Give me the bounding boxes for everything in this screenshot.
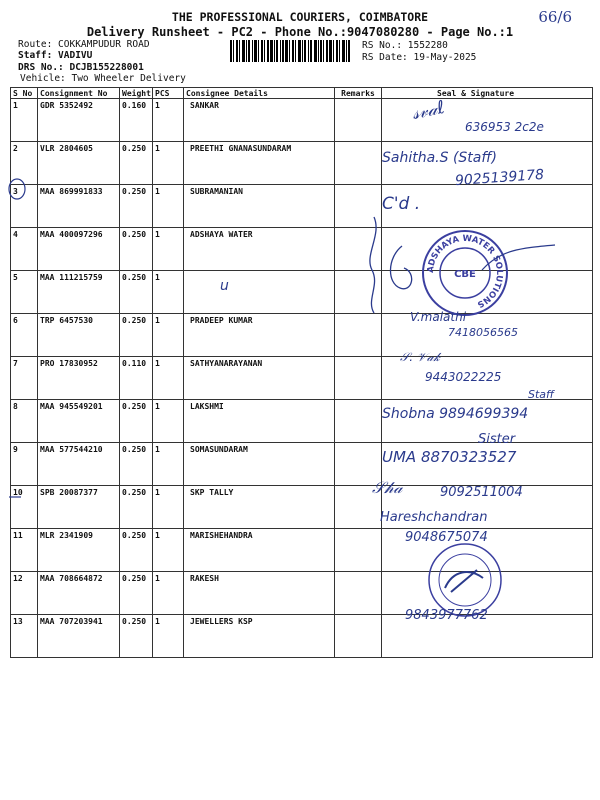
cell-consignment: MAA 869991833 [38,185,120,228]
cell-consignee [184,271,335,314]
cell-consignee: LAKSHMI [184,400,335,443]
cell-consignment: SPB 20087377 [38,486,120,529]
handwritten-bracket [360,215,384,315]
cell-pcs: 1 [153,185,184,228]
cell-sno: 8 [11,400,38,443]
cell-consignee: MARISHEHANDRA [184,529,335,572]
handwritten-phone: 9843977762 [405,608,488,623]
cell-consignee: SATHYANARAYANAN [184,357,335,400]
handwritten-note: Staff [528,388,554,401]
handwritten-name: Hareshchandran [380,510,488,525]
cell-remarks [335,142,382,185]
cell-pcs: 1 [153,572,184,615]
cell-weight: 0.250 [120,486,153,529]
handwritten-note: C'd . [382,194,421,214]
col-consignee: Consignee Details [184,88,335,99]
cell-weight: 0.250 [120,443,153,486]
ink-dash-mark [8,494,22,500]
table-row [11,615,593,658]
cell-consignment: TRP 6457530 [38,314,120,357]
handwritten-name: Sahitha.S (Staff) [382,150,497,166]
signature-scribble: 𝒮𝒽𝒶 [372,478,403,497]
cell-pcs: 1 [153,314,184,357]
table-row [11,357,593,400]
cell-sno: 6 [11,314,38,357]
page-mark-handwritten: 66/6 [538,8,572,26]
route-label: Route: COKKAMPUDUR ROAD [18,39,150,50]
cell-consignment: PRO 17830952 [38,357,120,400]
handwritten-phone: 9443022225 [425,370,502,384]
cell-sno: 5 [11,271,38,314]
cell-consignee: SUBRAMANIAN [184,185,335,228]
cell-sno: 12 [11,572,38,615]
vehicle-label: Vehicle: Two Wheeler Delivery [20,73,186,84]
stamp-ring-text: ADSHAYA WATER SOLUTIONS [425,233,505,310]
cell-pcs: 1 [153,529,184,572]
cell-weight: 0.250 [120,271,153,314]
cell-pcs: 1 [153,357,184,400]
cell-sno: 3 [11,185,38,228]
table-header-row [11,88,593,99]
cell-sno: 10 [11,486,38,529]
col-signature: Seal & Signature [382,88,593,99]
cell-sno: 9 [11,443,38,486]
cell-sno: 7 [11,357,38,400]
cell-pcs: 1 [153,142,184,185]
cell-consignee: SKP TALLY [184,486,335,529]
cell-pcs: 1 [153,228,184,271]
cell-remarks [335,400,382,443]
cell-consignment: MLR 2341909 [38,529,120,572]
col-pcs: PCS [153,88,184,99]
cell-remarks [335,314,382,357]
stamp-center-text: CBE [454,269,476,280]
cell-consignment: MAA 111215759 [38,271,120,314]
cell-weight: 0.110 [120,357,153,400]
cell-consignee: RAKESH [184,572,335,615]
cell-remarks [335,357,382,400]
stamp-signature-stroke [480,240,560,280]
cell-weight: 0.250 [120,615,153,658]
handwritten-note: Sister [478,432,516,447]
cell-weight: 0.250 [120,400,153,443]
cell-pcs: 1 [153,615,184,658]
col-weight: Weight [120,88,153,99]
table-row [11,529,593,572]
cell-sno: 2 [11,142,38,185]
handwritten-mark: u [220,278,229,294]
company-title: THE PROFESSIONAL COURIERS, COIMBATORE [171,10,429,24]
cell-pcs: 1 [153,443,184,486]
handwritten-name-phone: Shobna 9894699394 [382,406,529,422]
drs-number: DRS No.: DCJB155228001 [18,62,144,73]
cell-consignee: PREETHI GNANASUNDARAM [184,142,335,185]
cell-pcs: 1 [153,271,184,314]
cell-weight: 0.160 [120,99,153,142]
cell-consignment: MAA 708664872 [38,572,120,615]
handwritten-phone: 9048675074 [405,530,488,545]
cell-sno: 4 [11,228,38,271]
rs-number: RS No.: 1552280 [362,40,448,51]
cell-weight: 0.250 [120,228,153,271]
signature-scribble: 𝓈𝓋𝒶ℓ [410,96,447,125]
handwritten-phone: 9092511004 [440,485,523,500]
signature-scribble: 𝒮. 𝒱𝒶𝓀 [400,350,440,364]
cell-remarks [335,529,382,572]
cell-sno: 13 [11,615,38,658]
cell-consignment: MAA 400097296 [38,228,120,271]
col-sno: S No [11,88,38,99]
cell-pcs: 1 [153,400,184,443]
cell-consignment: MAA 945549201 [38,400,120,443]
cell-remarks [335,615,382,658]
cell-weight: 0.250 [120,314,153,357]
cell-pcs: 1 [153,99,184,142]
col-consignment: Consignment No [38,88,120,99]
cell-sno: 11 [11,529,38,572]
barcode [230,40,350,62]
cell-consignment: MAA 707203941 [38,615,120,658]
cell-remarks [335,572,382,615]
cell-consignee: JEWELLERS KSP [184,615,335,658]
cell-weight: 0.250 [120,142,153,185]
handwritten-phone: 7418056565 [448,326,518,339]
row-3-circle-mark [7,177,27,201]
cell-weight: 0.250 [120,185,153,228]
handwritten-phone: 9025139178 [454,166,545,190]
handwritten-name-phone: UMA 8870323527 [382,448,517,466]
cell-weight: 0.250 [120,572,153,615]
cell-consignee: SOMASUNDARAM [184,443,335,486]
cell-weight: 0.250 [120,529,153,572]
table-row [11,185,593,228]
handwritten-name: V.malathi [410,310,467,324]
staff-label: Staff: VADIVU [18,50,93,61]
handwritten-phone: 636953 2c2e [465,120,544,134]
cell-remarks [335,99,382,142]
cell-consignee: SANKAR [184,99,335,142]
col-remarks: Remarks [335,88,382,99]
cell-sno: 1 [11,99,38,142]
cell-consignee: ADSHAYA WATER [184,228,335,271]
cell-consignment: GDR 5352492 [38,99,120,142]
cell-consignment: VLR 2804605 [38,142,120,185]
table-row [11,572,593,615]
cell-consignment: MAA 577544210 [38,443,120,486]
cell-consignee: PRADEEP KUMAR [184,314,335,357]
cell-pcs: 1 [153,486,184,529]
runsheet-subtitle: Delivery Runsheet - PC2 - Phone No.:9047080280 - Page No.:1 [86,25,514,39]
rs-date: RS Date: 19-May-2025 [362,52,477,63]
